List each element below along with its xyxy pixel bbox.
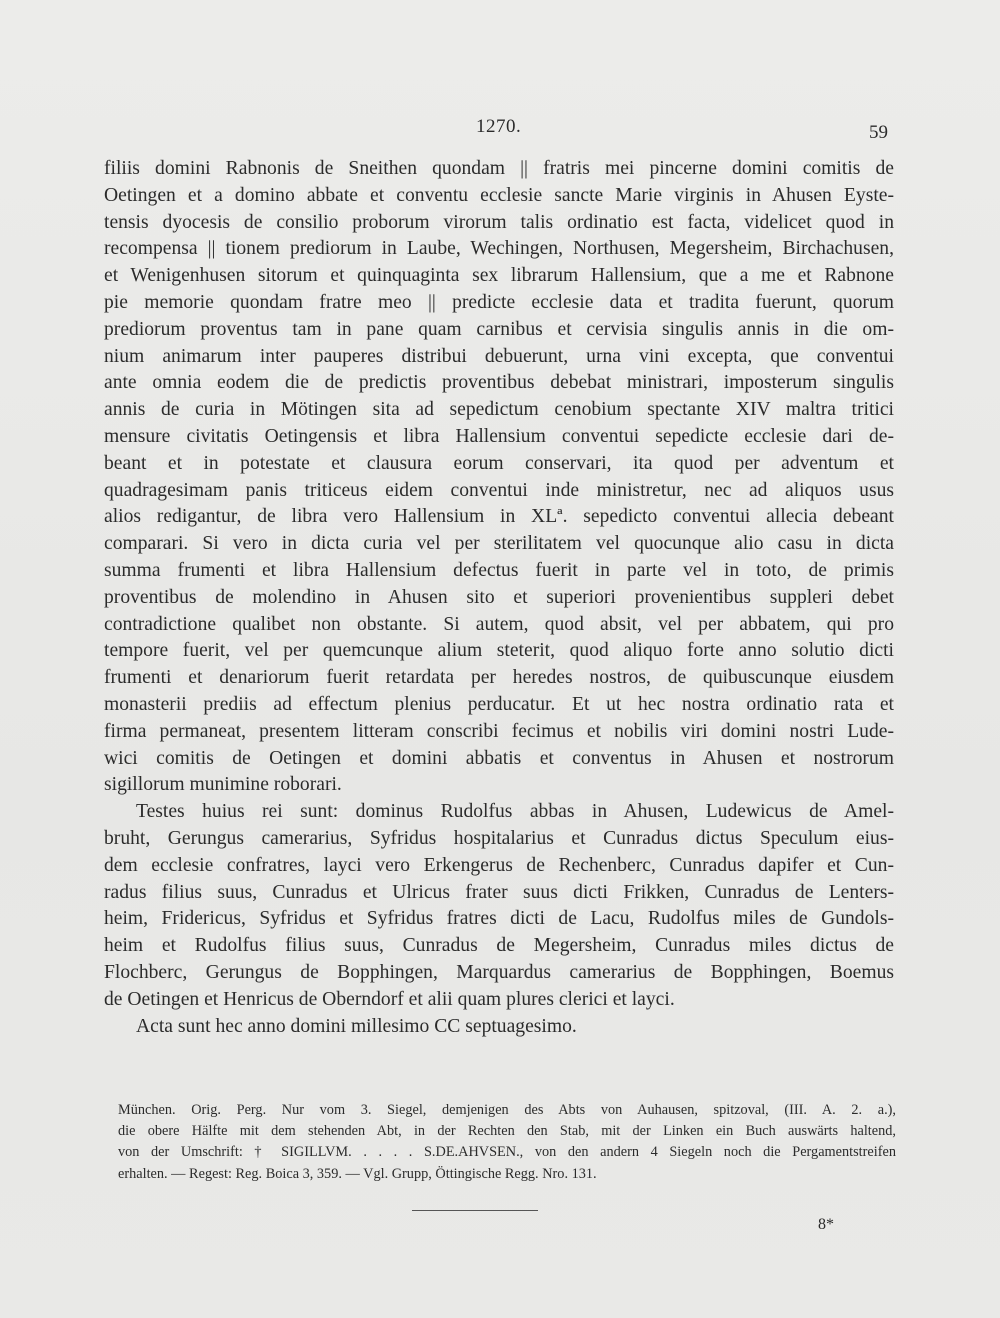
- text-line: frumenti et denariorum fuerit retardata per heredes nostros, de quibuscunque eiusdem: [104, 667, 894, 689]
- witness-line: heim, Fridericus, Syfridus et Syfridus fratres dicti de Lacu, Rudolfus miles de Gundols-: [104, 908, 894, 930]
- witness-paragraph: [104, 799, 894, 1013]
- witness-line: Testes huius rei sunt: dominus Rudolfus abbas in Ahusen, Ludewicus de Amel-: [136, 801, 894, 823]
- text-line: sigillorum munimine roborari.: [104, 774, 342, 796]
- text-line: wici comitis de Oetingen et domini abbatis et conventus in Ahusen et nostrorum: [104, 747, 894, 769]
- text-line: firma permaneat, presentem litteram conscribi fecimus et nobilis viri domini nostri Lude-: [104, 720, 894, 742]
- signature-mark: 8*: [818, 1216, 834, 1233]
- text-line: proventibus de molendino in Ahusen sito et superiori provenientibus suppleri debet: [104, 586, 894, 608]
- header-year: 1270.: [476, 116, 522, 137]
- note-line: erhalten. — Regest: Reg. Boica 3, 359. — Vgl. Grupp, Öttingische Regg. Nro. 131.: [118, 1165, 597, 1182]
- witness-line: de Oetingen et Henricus de Oberndorf et alii quam plures clerici et layci.: [104, 988, 675, 1010]
- text-line: pie memorie quondam fratre meo || predicte ecclesie data et tradita fuerunt, quorum: [104, 291, 894, 313]
- page-header: [0, 116, 1000, 146]
- acta-line: Acta sunt hec anno domini millesimo CC septuagesimo.: [136, 1015, 577, 1037]
- witness-line: dem ecclesie confratres, layci vero Erkengerus de Rechenberc, Cunradus dapifer et Cun-: [104, 854, 894, 876]
- footer-rule: [412, 1210, 538, 1211]
- witness-line: radus filius suus, Cunradus et Ulricus frater suus dicti Frikken, Cunradus de Lenters-: [104, 881, 894, 903]
- note-line: München. Orig. Perg. Nur vom 3. Siegel, demjenigen des Abts von Auhausen, spitzoval, (III. A. 2. a.),: [118, 1102, 896, 1118]
- text-line: mensure civitatis Oetingensis et libra Hallensium conventui sepedicte ecclesie dari de-: [104, 425, 894, 447]
- text-line: recompensa || tionem prediorum in Laube, Wechingen, Northusen, Megersheim, Birchachusen,: [104, 238, 894, 260]
- text-line: annis de curia in Mötingen sita ad sepedictum cenobium spectante XIV maltra tritici: [104, 399, 894, 421]
- witness-line: heim et Rudolfus filius suus, Cunradus de Megersheim, Cunradus miles dictus de: [104, 935, 894, 957]
- text-line: monasterii prediis ad effectum plenius perducatur. Et ut hec nostra ordinatio rata et: [104, 693, 894, 715]
- text-line: et Wenigenhusen sitorum et quinquaginta sex librarum Hallensium, que a me et Rabnone: [104, 265, 894, 287]
- text-line: alios redigantur, de libra vero Hallensium in XLª. sepedicto conventui allecia debeant: [104, 506, 894, 528]
- note-line: die obere Hälfte mit dem stehenden Abt, in der Rechten den Stab, mit der Linken ein Buch auswärts haltend,: [118, 1123, 896, 1140]
- text-line: prediorum proventus tam in pane quam carnibus et cervisia singulis annis in die om-: [104, 318, 894, 340]
- text-line: nium animarum inter pauperes distribui debuerunt, urna vini excepta, que conventui: [104, 345, 894, 367]
- text-line: tensis dyocesis de consilio proborum virorum talis ordinatio est facta, videlicet quod in: [104, 211, 894, 233]
- page-number: 59: [869, 122, 888, 143]
- main-paragraph: [104, 156, 894, 799]
- note-line: von der Umschrift: † SIGILLVM. . . . . S.DE.AHVSEN., von den andern 4 Siegeln noch die Pergamentstreifen: [118, 1144, 896, 1161]
- text-line: summa frumenti et libra Hallensium defectus fuerit in parte vel in toto, de primis: [104, 559, 894, 581]
- text-line: filiis domini Rabnonis de Sneithen quondam || fratris mei pincerne domini comitis de: [104, 158, 894, 179]
- text-line: quadragesimam panis triticeus eidem conventui inde ministretur, nec ad aliquos usus: [104, 479, 894, 501]
- text-line: comparari. Si vero in dicta curia vel per sterilitatem vel quocunque alio casu in dicta: [104, 533, 894, 555]
- witness-line: Flochberc, Gerungus de Bopphingen, Marquardus camerarius de Bopphingen, Boemus: [104, 961, 894, 983]
- text-line: contradictione qualibet non obstante. Si autem, quod absit, vel per abbatem, qui pro: [104, 613, 894, 635]
- text-line: Oetingen et a domino abbate et conventu ecclesie sancte Marie virginis in Ahusen Eyste-: [104, 184, 894, 206]
- text-line: ante omnia eodem die de predictis proventibus debebat ministrari, imposterum singulis: [104, 372, 894, 394]
- text-line: beant et in potestate et clausura eorum conservari, ita quod per adventum et: [104, 452, 894, 474]
- document-body: [104, 156, 894, 1040]
- witness-line: bruht, Gerungus camerarius, Syfridus hospitalarius et Cunradus dictus Speculum eius-: [104, 827, 894, 849]
- text-line: tempore fuerit, vel per quemcunque alium steterit, quod aliquo forte anno solutio dicti: [104, 640, 894, 662]
- source-note: [118, 1100, 896, 1185]
